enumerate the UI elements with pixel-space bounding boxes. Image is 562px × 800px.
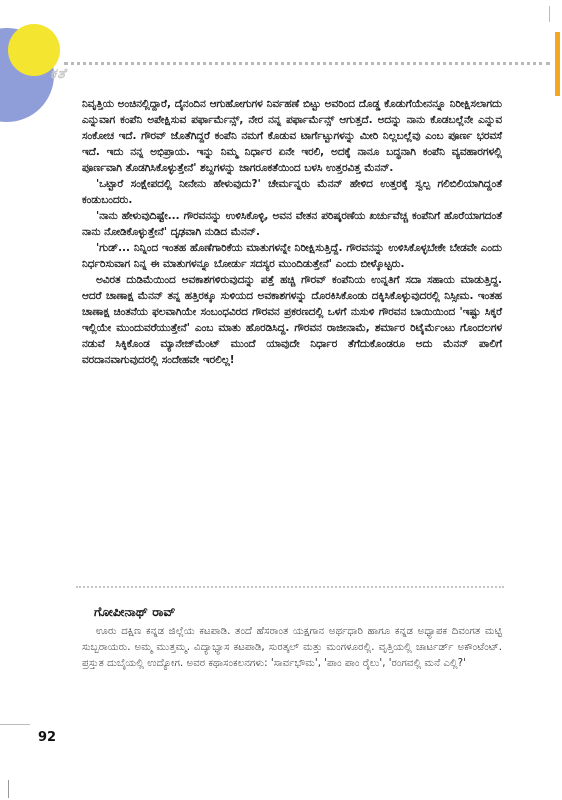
story-body <box>82 96 502 368</box>
crop-mark-top <box>549 6 552 22</box>
crop-mark-bottom <box>8 780 9 798</box>
section-divider <box>76 586 504 588</box>
page-number-rule <box>0 724 30 725</box>
author-name: ಗೋಪೀನಾಥ್ ರಾವ್ <box>94 604 176 619</box>
story-paragraph: ಅವಿರತ ದುಡಿಮೆಯಿಂದ ಅವಕಾಶಗಳಿರುವುದನ್ನು ಪತ್ತೆ ಹಚ್ಚಿ ಗೌರವ್ ಕಂಪೆನಿಯ ಉನ್ನತಿಗೆ ಸದಾ ಸಹಾಯ ಮಾಡುತ್ತಿದ್ದ. ಆದರೆ ಚಾಣಾಕ್ಷ ಮೆನನ್ ತನ್ನ ಹತ್ತಿರಕ್ಕೂ ಸುಳಿಯದ ಅವಕಾಶಗಳನ್ನು ದೊರಕಿಸಿಕೊಂಡು ದಕ್ಕಿಸಿಕೊಳ್ಳುವುದರಲ್ಲಿ ನಿಸ್ಸೀಮ. ಇಂತಹ ಚಾಣಾಕ್ಷ ಚಿಂತನೆಯ ಫಲವಾಗಿಯೇ ಸಂಬಂಧವಿರದ ಗೌರವನ ಪ್ರಕರಣದಲ್ಲಿ ಒಳಗೆ ನುಸುಳಿ ಗೌರವನ ಬಾಯಿಯಿಂದ 'ಇಷ್ಟು ಸಿಕ್ಕರೆ ಇಲ್ಲಿಯೇ ಮುಂದುವರೆಯುತ್ತೇನೆ' ಎಂಬ ಮಾತು ಹೊರಡಿಸಿದ್ದ. ಗೌರವನ ರಾಜೀನಾಮೆ, ಶರ್ಮಾರ ರಿಟೈರ್ಮೆಂಟು ಗೊಂದಲಗಳ ನಡುವೆ ಸಿಕ್ಕಿಕೊಂಡ ಮ್ಯಾನೇಜ್‌ಮೆಂಟ್ ಮುಂದೆ ಯಾವುದೇ ನಿರ್ಧಾರ ತೆಗೆದುಕೊಂಡರೂ ಅದು ಮೆನನ್ ಪಾಲಿಗೆ ವರದಾನವಾಗುವುದರಲ್ಲಿ ಸಂದೇಹವೇ ಇರಲಿಲ್ಲ! <box>82 274 502 366</box>
story-paragraph: ನಿವೃತ್ತಿಯ ಅಂಚಿನಲ್ಲಿದ್ದಾರೆ, ದೈನಂದಿನ ಆಗುಹೋಗುಗಳ ನಿರ್ವಹಣೆ ಬಿಟ್ಟು ಅವರಿಂದ ದೊಡ್ಡ ಕೊಡುಗೆಯೇನನ್ನೂ ನಿರೀಕ್ಷಿಸಲಾಗದು ಎನ್ನುವಾಗ ಕಂಪೆನಿ ಅಪೇಕ್ಷಿಸುವ ಪರ್ಫಾರ್ಮೆನ್ಸ್, ನೇರ ನನ್ನ ಪರ್ಫಾರ್ಮೆನ್ಸ್ ಆಗುತ್ತದೆ. ಅದನ್ನು ನಾನು ಕೊಡಬಲ್ಲೆನೇ ಎನ್ನುವ ಸಂಕೋಚ ಇದೆ. ಗೌರವ್ ಜೊತೆಗಿದ್ದರೆ ಕಂಪೆನಿ ನಮಗೆ ಕೊಡುವ ಟಾರ್ಗೆಟ್ಟುಗಳನ್ನು ಮೀರಿ ನಿಲ್ಲಬಲ್ಲೆವು ಎಂಬ ಪೂರ್ಣ ಭರವಸೆ ಇದೆ. ಇದು ನನ್ನ ಅಭಿಪ್ರಾಯ. ಇನ್ನು ನಿಮ್ಮ ನಿರ್ಧಾರ ಏನೇ ಇರಲಿ, ಅದಕ್ಕೆ ನಾನೂ ಬದ್ಧನಾಗಿ ಕಂಪೆನಿ ವ್ಯವಹಾರಗಳಲ್ಲಿ ಪೂರ್ಣವಾಗಿ ತೊಡಗಿಸಿಕೊಳ್ಳುತ್ತೇನೆ' ಶಬ್ದಗಳನ್ನು ಜಾಗರೂಕತೆಯಿಂದ ಬಳಸಿ ಉತ್ತರವಿತ್ತ ಮೆನನ್. <box>82 98 502 174</box>
page-number: 92 <box>38 730 57 745</box>
header-dotted-rule <box>64 62 550 65</box>
accent-side-bar <box>555 32 560 96</box>
author-bio: ಊರು ದಕ್ಷಿಣ ಕನ್ನಡ ಜಿಲ್ಲೆಯ ಕಟಪಾಡಿ. ತಂದೆ ಹೆಸರಾಂತ ಯಕ್ಷಗಾನ ಅರ್ಥಧಾರಿ ಹಾಗೂ ಕನ್ನಡ ಅಧ್ಯಾಪಕ ದಿವಂಗತ ಮಟ್ಟಿ ಸುಬ್ಬರಾಯರು. ಅಮ್ಮ ಮುತ್ತಮ್ಮ. ವಿದ್ಯಾಭ್ಯಾಸ ಕಟಪಾಡಿ, ಸುರತ್ಕಲ್ ಮತ್ತು ಮಂಗಳೂರಲ್ಲಿ. ವೃತ್ತಿಯಲ್ಲಿ ಚಾರ್ಟರ್ಡ್ ಅಕೌಂಟೆಂಟ್. ಪ್ರಸ್ತುತ ದುಬೈಯಲ್ಲಿ ಉದ್ಯೋಗ. ಅವರ ಕಥಾಸಂಕಲನಗಳು: 'ಸಾರ್ವಭೌಮ', 'ಪಾಂ ಪಾಂ ರೈಲು', 'ರಂಗವಲ್ಲಿ ಮನೆ ಎಲ್ಲಿ?' <box>82 626 502 669</box>
story-paragraph: 'ಗುಡ್... ನಿನ್ನಿಂದ ಇಂತಹ ಹೊಣೆಗಾರಿಕೆಯ ಮಾತುಗಳನ್ನೇ ನಿರೀಕ್ಷಿಸುತ್ತಿದ್ದೆ. ಗೌರವನನ್ನು ಉಳಿಸಿಕೊಳ್ಳಬೇಕೇ ಬೇಡವೇ ಎಂದು ನಿರ್ಧರಿಸುವಾಗ ನಿನ್ನ ಈ ಮಾತುಗಳನ್ನೂ ಬೋರ್ಡು ಸದಸ್ಯರ ಮುಂದಿಡುತ್ತೇನೆ' ಎಂದು ಬೀಳ್ಕೊಟ್ಟರು. <box>82 242 502 270</box>
story-paragraph: 'ನಾನು ಹೇಳುವುದಿಷ್ಟೇ... ಗೌರವನನ್ನು ಉಳಿಸಿಕೊಳ್ಳಿ, ಅವನ ವೇತನ ಪರಿಷ್ಕರಣೆಯ ಖರ್ಚುವೆಚ್ಚ ಕಂಪೆನಿಗೆ ಹೊರೆಯಾಗದಂತೆ ನಾನು ನೋಡಿಕೊಳ್ಳುತ್ತೇನೆ' ದೃಢವಾಗಿ ನುಡಿದ ಮೆನನ್. <box>82 210 502 238</box>
story-paragraph: 'ಒಟ್ಟಾರೆ ಸಂಕ್ಷೇಪದಲ್ಲಿ ನೀನೇನು ಹೇಳುವುದು?' ಚೇರ್ಮನ್ನರು ಮೆನನ್ ಹೇಳಿದ ಉತ್ತರಕ್ಕೆ ಸ್ವಲ್ಪ ಗಲಿಬಿಲಿಯಾಗಿದ್ದಂತೆ ಕಂಡುಬಂದರು. <box>82 178 502 206</box>
section-label: ಕತೆ <box>50 66 67 82</box>
